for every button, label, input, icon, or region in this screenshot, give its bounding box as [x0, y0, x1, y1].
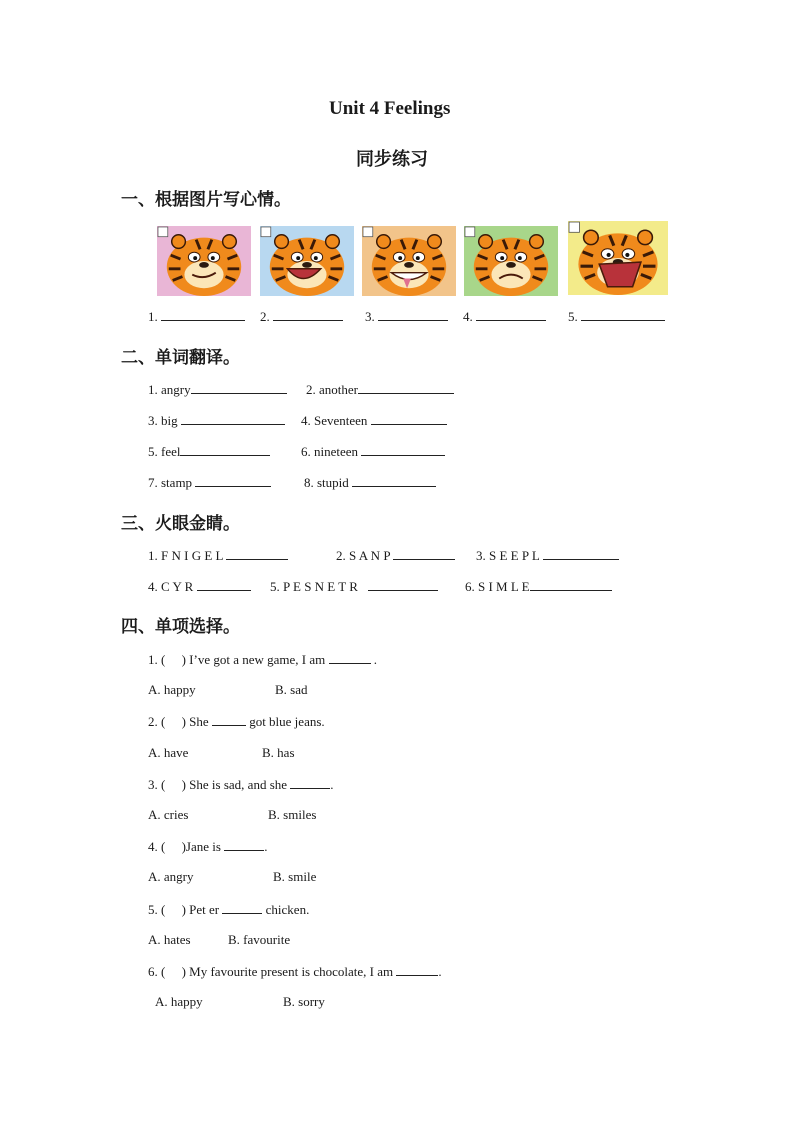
answer-blank[interactable] — [476, 308, 546, 321]
page-title: Unit 4 Feelings — [329, 98, 451, 119]
tiger-face-icon — [260, 226, 354, 296]
tiger-picture-4 — [464, 226, 558, 296]
question-3: 3. ( ) She is sad, and she . — [148, 777, 334, 792]
scramble-item-4: 4. C Y R — [148, 578, 251, 595]
word-item-8: 8. stupid — [304, 474, 436, 491]
scramble-item-5: 5. P E S N E T R — [270, 578, 438, 595]
question-2-option-a[interactable]: A. have — [148, 745, 189, 760]
answer-blank[interactable] — [222, 901, 262, 914]
tiger-picture-3 — [362, 226, 456, 296]
section-heading-4: 四、单项选择。 — [121, 617, 240, 636]
question-2-option-b[interactable]: B. has — [262, 745, 295, 760]
word-item-6: 6. nineteen — [301, 443, 445, 460]
answer-blank[interactable] — [530, 578, 612, 591]
section-heading-2: 二、单词翻译。 — [121, 348, 240, 367]
answer-blank[interactable] — [226, 547, 288, 560]
answer-blank[interactable] — [396, 963, 438, 976]
picture-answer-1: 1. — [148, 308, 245, 325]
tiger-face-icon — [157, 226, 251, 296]
tiger-picture-5 — [568, 221, 668, 295]
question-1-option-a[interactable]: A. happy — [148, 682, 196, 697]
question-4-option-a[interactable]: A. angry — [148, 869, 194, 884]
tiger-face-icon — [464, 226, 558, 296]
question-2: 2. ( ) She got blue jeans. — [148, 714, 325, 729]
picture-answer-4: 4. — [463, 308, 546, 325]
scramble-item-3: 3. S E E P L — [476, 547, 619, 564]
answer-blank[interactable] — [290, 776, 330, 789]
word-item-1: 1. angry — [148, 381, 287, 398]
answer-blank[interactable] — [180, 443, 270, 456]
answer-blank[interactable] — [329, 651, 371, 664]
answer-blank[interactable] — [195, 474, 271, 487]
section-heading-1: 一、根据图片写心情。 — [121, 190, 291, 209]
answer-blank[interactable] — [368, 578, 438, 591]
question-4-option-b[interactable]: B. smile — [273, 869, 317, 884]
picture-answer-2: 2. — [260, 308, 343, 325]
answer-blank[interactable] — [197, 578, 251, 591]
question-6: 6. ( ) My favourite present is chocolate, I am . — [148, 964, 442, 979]
question-1-option-b[interactable]: B. sad — [275, 682, 308, 697]
scramble-item-1: 1. F N I G E L — [148, 547, 288, 564]
question-3-option-a[interactable]: A. cries — [148, 807, 189, 822]
question-4: 4. ( )Jane is . — [148, 839, 268, 854]
answer-blank[interactable] — [191, 381, 287, 394]
answer-blank[interactable] — [358, 381, 454, 394]
scramble-item-2: 2. S A N P — [336, 547, 455, 564]
word-item-7: 7. stamp — [148, 474, 271, 491]
answer-blank[interactable] — [181, 412, 285, 425]
question-3-option-b[interactable]: B. smiles — [268, 807, 317, 822]
scramble-item-6: 6. S I M L E — [465, 578, 612, 595]
section-heading-3: 三、火眼金睛。 — [121, 514, 240, 533]
answer-blank[interactable] — [543, 547, 619, 560]
question-5: 5. ( ) Pet er chicken. — [148, 902, 310, 917]
answer-blank[interactable] — [581, 308, 665, 321]
answer-blank[interactable] — [371, 412, 447, 425]
question-6-option-a[interactable]: A. happy — [155, 994, 203, 1009]
word-item-4: 4. Seventeen — [301, 412, 447, 429]
picture-answer-3: 3. — [365, 308, 448, 325]
question-6-option-b[interactable]: B. sorry — [283, 994, 325, 1009]
question-5-option-b[interactable]: B. favourite — [228, 932, 291, 947]
answer-blank[interactable] — [393, 547, 455, 560]
answer-blank[interactable] — [224, 838, 264, 851]
answer-blank[interactable] — [273, 308, 343, 321]
word-item-3: 3. big — [148, 412, 285, 429]
tiger-face-icon — [362, 226, 456, 296]
word-item-2: 2. another — [306, 381, 454, 398]
answer-blank[interactable] — [352, 474, 436, 487]
word-item-5: 5. feel — [148, 443, 270, 460]
answer-blank[interactable] — [212, 713, 246, 726]
picture-answer-5: 5. — [568, 308, 665, 325]
tiger-face-icon — [568, 221, 668, 295]
answer-blank[interactable] — [161, 308, 245, 321]
tiger-picture-1 — [157, 226, 251, 296]
tiger-picture-2 — [260, 226, 354, 296]
answer-blank[interactable] — [361, 443, 445, 456]
question-1: 1. ( ) I’ve got a new game, I am . — [148, 652, 378, 667]
answer-blank[interactable] — [378, 308, 448, 321]
question-5-option-a[interactable]: A. hates — [148, 932, 191, 947]
page-subtitle: 同步练习 — [356, 149, 428, 169]
